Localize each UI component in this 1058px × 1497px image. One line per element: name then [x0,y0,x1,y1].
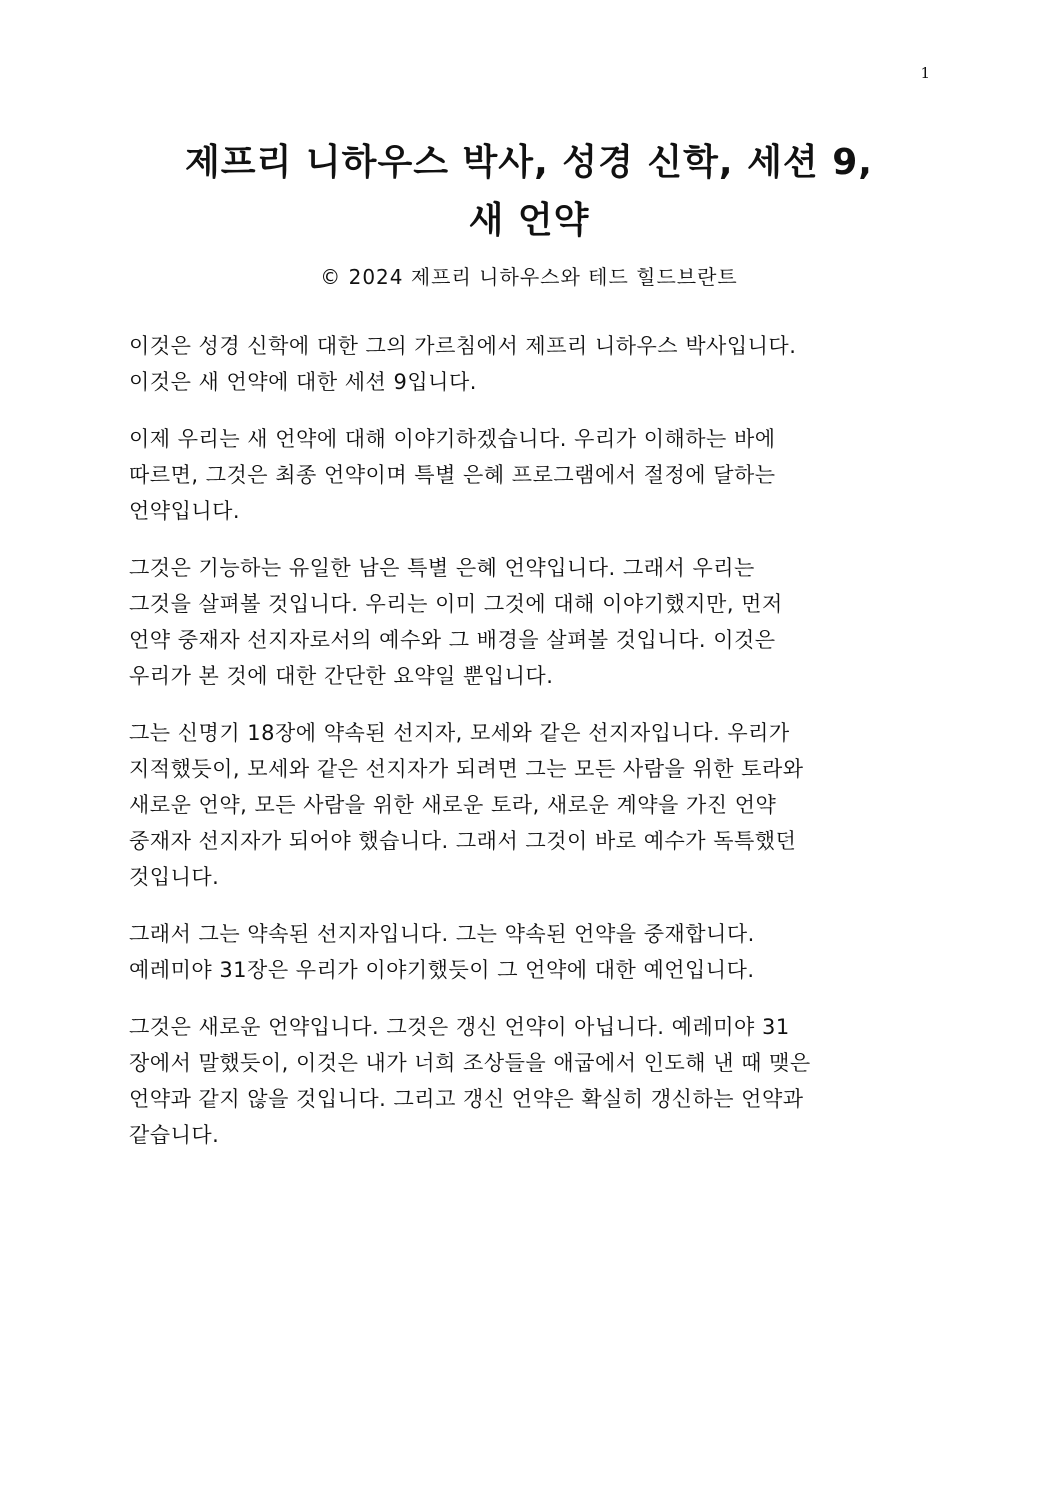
document-title [80,134,978,250]
text-line: 언약입니다. [129,499,241,523]
text-line: 언약과 같지 않을 것입니다. 그리고 갱신 언약은 확실히 갱신하는 언약과 [129,1087,804,1111]
text-line: 이것은 새 언약에 대한 세션 9입니다. [129,370,477,394]
text-line: 그래서 그는 약속된 선지자입니다. 그는 약속된 언약을 중재합니다. [129,922,755,946]
text-line: 그것은 새로운 언약입니다. 그것은 갱신 언약이 아닙니다. 예레미야 31 [129,1015,790,1039]
paragraph-5 [129,916,929,988]
text-line: 우리가 본 것에 대한 간단한 요약일 뿐입니다. [129,664,554,688]
text-line: 장에서 말했듯이, 이것은 내가 너희 조상들을 애굽에서 인도해 낸 때 맺은 [129,1051,811,1075]
text-line: 그것을 살펴볼 것입니다. 우리는 이미 그것에 대해 이야기했지만, 먼저 [129,592,783,616]
text-line: 예레미야 31장은 우리가 이야기했듯이 그 언약에 대한 예언입니다. [129,958,755,982]
text-line: 새로운 언약, 모든 사람을 위한 새로운 토라, 새로운 계약을 가진 언약 [129,793,777,817]
paragraph-1 [129,328,929,400]
text-line: 그는 신명기 18장에 약속된 선지자, 모세와 같은 선지자입니다. 우리가 [129,721,790,745]
title-line-1: 제프리 니하우스 박사, 성경 신학, 세션 9, [185,142,873,183]
text-line: 언약 중재자 선지자로서의 예수와 그 배경을 살펴볼 것입니다. 이것은 [129,628,776,652]
paragraph-3 [129,550,929,694]
text-line: 중재자 선지자가 되어야 했습니다. 그래서 그것이 바로 예수가 독특했던 [129,829,797,853]
paragraph-2 [129,421,929,529]
paragraph-6 [129,1009,929,1153]
paragraph-4 [129,715,929,895]
text-line: 지적했듯이, 모세와 같은 선지자가 되려면 그는 모든 사람을 위한 토라와 [129,757,804,781]
text-line: 것입니다. [129,865,220,889]
document-body [129,328,929,1174]
page-number: 1 [920,64,930,82]
text-line: 같습니다. [129,1123,220,1147]
title-line-2: 새 언약 [468,200,590,241]
text-line: 이제 우리는 새 언약에 대해 이야기하겠습니다. 우리가 이해하는 바에 [129,427,776,451]
copyright-notice: © 2024 제프리 니하우스와 테드 힐드브란트 [320,265,738,289]
text-line: 그것은 기능하는 유일한 남은 특별 은혜 언약입니다. 그래서 우리는 [129,556,755,580]
text-line: 따르면, 그것은 최종 언약이며 특별 은혜 프로그램에서 절정에 달하는 [129,463,776,487]
text-line: 이것은 성경 신학에 대한 그의 가르침에서 제프리 니하우스 박사입니다. [129,334,797,358]
